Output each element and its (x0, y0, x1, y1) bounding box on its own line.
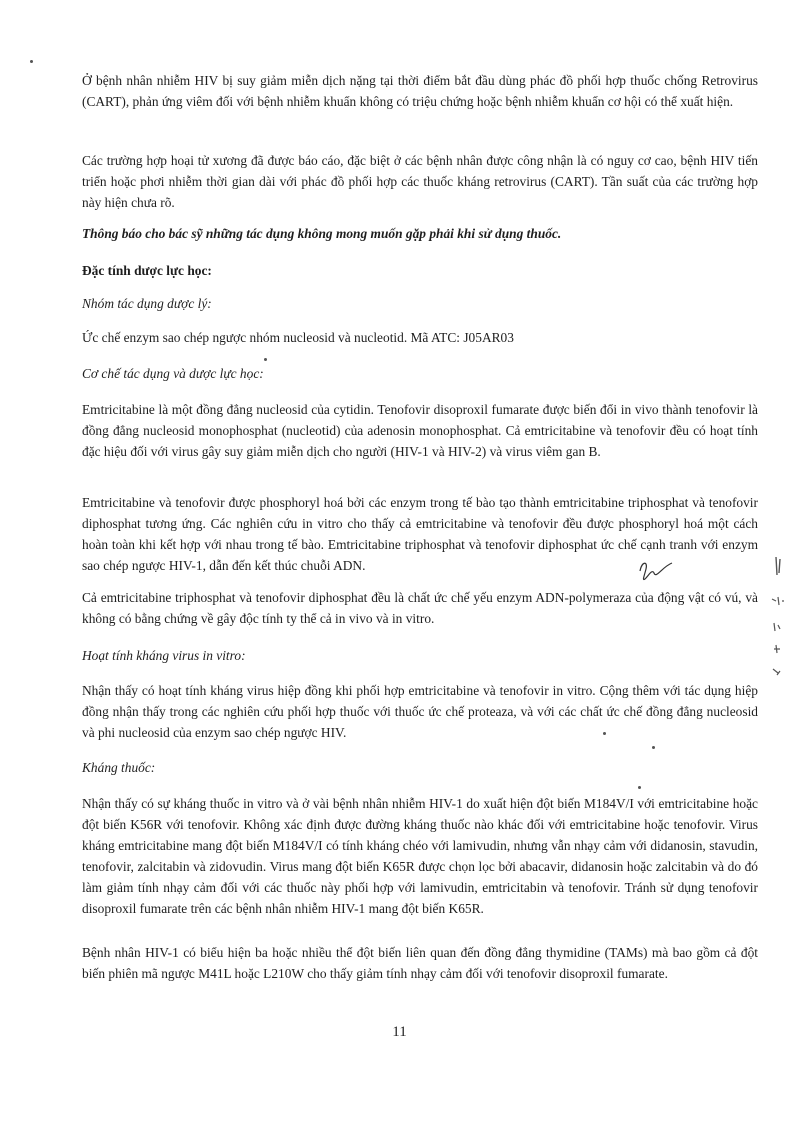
paragraph-osteonecrosis: Các trường hợp hoại tử xương đã được báo cáo, đặc biệt ở các bệnh nhân được công nhận là có nguy cơ cao, bệnh HIV tiến triển hoặc phơi nhiễm thời gian dài với phác đồ phối hợp các thuốc kháng retrovirus (CART). Tần suất của các trường hợp này hiện chưa rõ. (82, 153, 758, 210)
scan-speck (638, 786, 641, 789)
paragraph-atc: Ức chế enzym sao chép ngược nhóm nucleosid và nucleotid. Mã ATC: J05AR03 (82, 330, 514, 345)
subheading-resistance: Kháng thuốc: (82, 760, 156, 775)
subheading-pharmacotherapeutic-group: Nhóm tác dụng dược lý: (82, 296, 212, 311)
heading-pharmacodynamics: Đặc tính dược lực học: (82, 263, 212, 278)
subheading-mechanism: Cơ chế tác dụng và dược lực học: (82, 366, 264, 381)
margin-stamp-marks (768, 555, 790, 695)
scan-speck (264, 358, 267, 361)
page-number: 11 (392, 1024, 407, 1040)
paragraph-mechanism-1: Emtricitabine là một đồng đẳng nucleosid của cytidin. Tenofovir disoproxil fumarate được biến đổi in vivo thành tenofovir là đồng đẳng nucleosid monophosphat (nucleotid) của adenosin monophosphat. Cả emtricitabine và tenofovir đều có hoạt tính đặc hiệu đối với virus gây suy giảm miễn dịch cho người (HIV-1 và HIV-2) và virus viêm gan B. (82, 402, 758, 459)
scan-speck (603, 732, 606, 735)
paragraph-antiviral-activity: Nhận thấy có hoạt tính kháng virus hiệp đồng khi phối hợp emtricitabine và tenofovir in vitro. Cộng thêm với tác dụng hiệp đồng nhận thấy trong các nghiên cứu phối hợp thuốc với thuốc ức chế proteaza, và với các chất ức chế đồng đẳng nucleosid và phi nucleosid của enzym sao chép ngược HIV. (82, 683, 758, 740)
scan-speck (652, 746, 655, 749)
paragraph-iris: Ở bệnh nhân nhiễm HIV bị suy giảm miễn dịch nặng tại thời điểm bắt đầu dùng phác đồ phối hợp thuốc chống Retrovirus (CART), phản ứng viêm đối với bệnh nhiễm khuẩn không có triệu chứng hoặc bệnh nhiễm khuẩn cơ hội có thể xuất hiện. (82, 73, 758, 109)
handwritten-initial (636, 557, 676, 587)
paragraph-mechanism-2: Emtricitabine và tenofovir được phosphoryl hoá bởi các enzym trong tế bào tạo thành emtricitabine triphosphat và tenofovir diphosphat tương ứng. Các nghiên cứu in vitro cho thấy cả emtricitabine và tenofovir đều được phosphoryl hoá một cách hoàn toàn khi kết hợp với nhau trong tế bào. Emtricitabine triphosphat và tenofovir diphosphat ức chế cạnh tranh với enzym sao chép ngược HIV-1, dẫn đến kết thúc chuỗi ADN. (82, 495, 758, 573)
paragraph-resistance-1: Nhận thấy có sự kháng thuốc in vitro và ở vài bệnh nhân nhiễm HIV-1 do xuất hiện đột biến M184V/I với emtricitabine hoặc đột biến K56R với tenofovir. Không xác định được đường kháng thuốc nào khác đối với emtricitabine hoặc tenofovir. Virus kháng emtricitabine mang đột biến M184V/I có tính kháng chéo với lamivudin, nhưng vẫn nhạy cảm với didanosin, stavudin, tenofovir, zalcitabin và zidovudin. Virus mang đột biến K65R được chọn lọc bởi abacavir, didanosin hoặc zalcitabin và do đó làm giảm tính nhạy cảm đối với các thuốc này phối hợp với lamivudin, emtricitabin và tenofovir. Tránh sử dụng tenofovir disoproxil fumarate trên các bệnh nhân nhiễm HIV-1 mang đột biến K65R. (82, 796, 758, 916)
paragraph-resistance-2: Bệnh nhân HIV-1 có biểu hiện ba hoặc nhiều thể đột biến liên quan đến đồng đẳng thymidine (TAMs) mà bao gồm cả đột biến phiên mã ngược M41L hoặc L210W cho thấy giảm tính nhạy cảm đối với tenofovir disoproxil fumarate. (82, 945, 758, 981)
subheading-antiviral-activity: Hoạt tính kháng virus in vitro: (82, 648, 246, 663)
scan-speck (30, 60, 33, 63)
paragraph-mechanism-3: Cả emtricitabine triphosphat và tenofovir diphosphat đều là chất ức chế yếu enzym ADN-polymeraza của động vật có vú, và không có bằng chứng về gây độc tính ty thể cả in vivo và in vitro. (82, 590, 758, 626)
report-notice: Thông báo cho bác sỹ những tác dụng không mong muốn gặp phải khi sử dụng thuốc. (82, 226, 562, 241)
